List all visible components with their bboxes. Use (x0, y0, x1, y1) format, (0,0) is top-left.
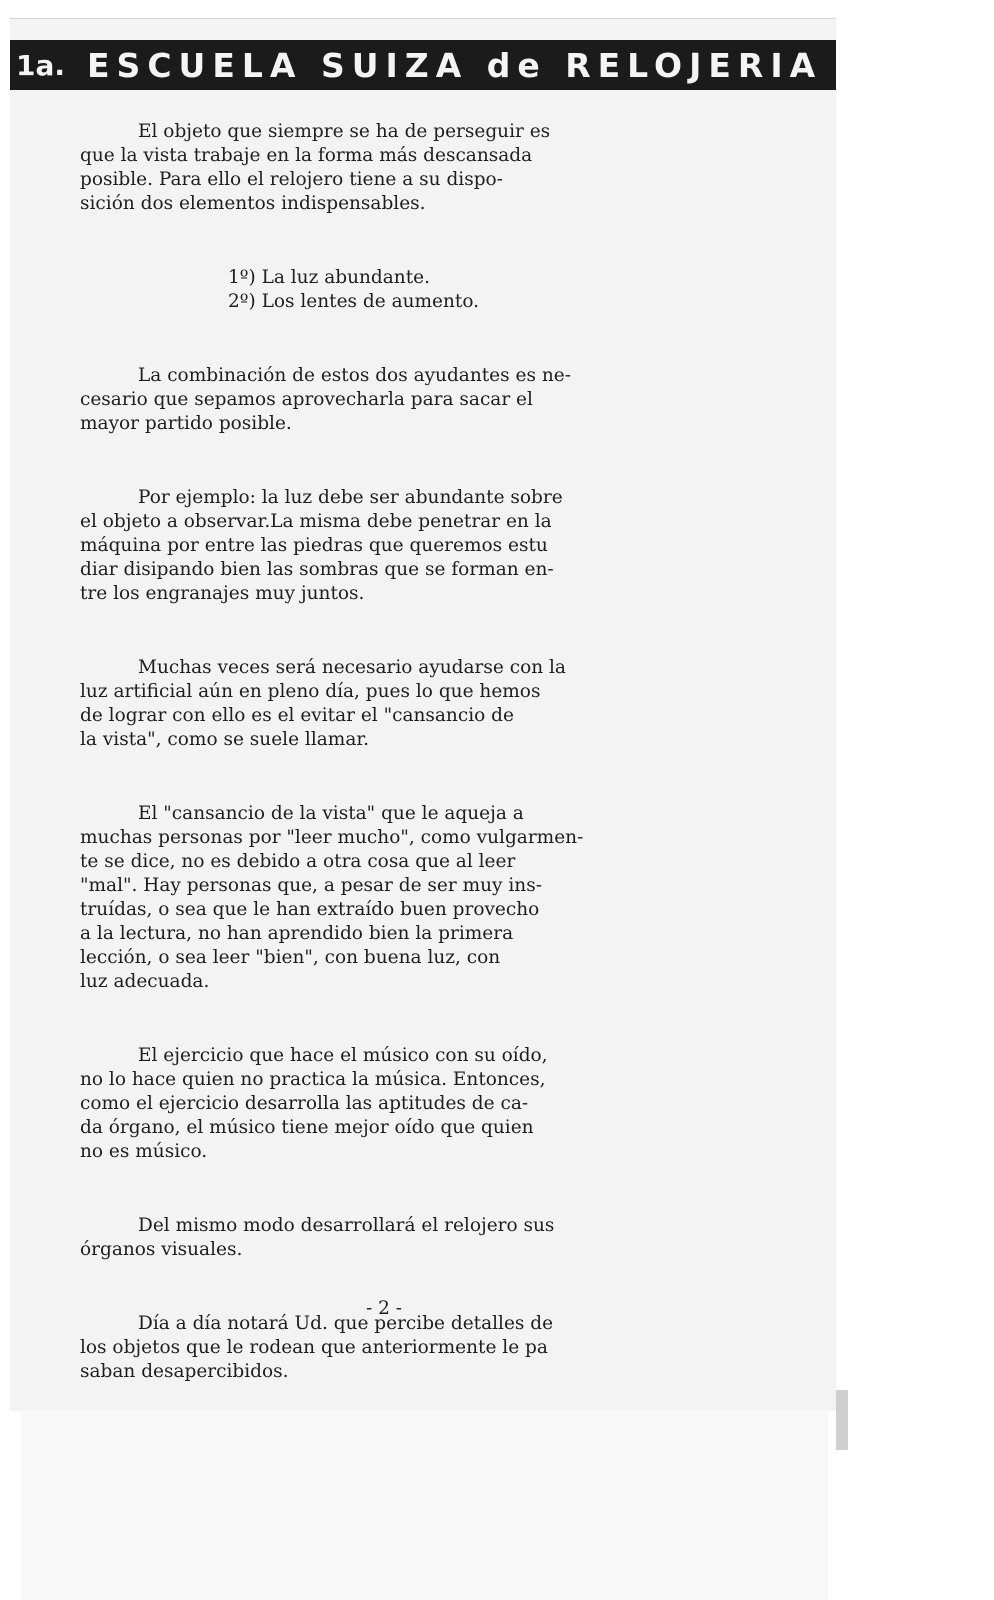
paragraph-1 (80, 120, 680, 216)
text-line: luz artificial aún en pleno día, pues lo que hemos (80, 681, 541, 702)
text-line: El objeto que siempre se ha de perseguir es (138, 121, 551, 142)
text-line: a la lectura, no han aprendido bien la primera (80, 923, 514, 944)
text-line: Del mismo modo desarrollará el relojero sus (138, 1215, 555, 1236)
chapter-number: 1a. (16, 48, 66, 82)
text-line: como el ejercicio desarrolla las aptitudes de ca- (80, 1093, 529, 1114)
paragraph-2 (80, 364, 680, 436)
text-line: luz adecuada. (80, 971, 210, 992)
document-body (80, 120, 680, 1384)
text-line: los objetos que le rodean que anteriormente le pa (80, 1337, 548, 1358)
text-line: lección, o sea leer "bien", con buena luz, con (80, 947, 501, 968)
list-item: 1º) La luz abundante. (228, 267, 430, 288)
text-line: posible. Para ello el relojero tiene a su dispo- (80, 169, 503, 190)
text-line: tre los engranajes muy juntos. (80, 583, 365, 604)
text-line: máquina por entre las piedras que queremos estu (80, 535, 548, 556)
paragraph-8 (80, 1312, 680, 1384)
scan-background (836, 0, 994, 1600)
requirements-list (80, 266, 680, 314)
text-line: da órgano, el músico tiene mejor oído que quien (80, 1117, 534, 1138)
text-line: muchas personas por "leer mucho", como vulgarmen- (80, 827, 584, 848)
text-line: Día a día notará Ud. que percibe detalles de (138, 1313, 554, 1334)
text-line: mayor partido posible. (80, 413, 292, 434)
page-header (10, 40, 836, 90)
text-line: cesario que sepamos aprovecharla para sacar el (80, 389, 533, 410)
text-line: saban desapercibidos. (80, 1361, 289, 1382)
text-line: no es músico. (80, 1141, 208, 1162)
text-line: "mal". Hay personas que, a pesar de ser muy ins- (80, 875, 542, 896)
paragraph-6 (80, 1044, 680, 1164)
text-line: El ejercicio que hace el músico con su oído, (138, 1045, 548, 1066)
paragraph-3 (80, 486, 680, 606)
text-line: que la vista trabaje en la forma más descansada (80, 145, 533, 166)
text-line: Por ejemplo: la luz debe ser abundante sobre (138, 487, 563, 508)
text-line: la vista", como se suele llamar. (80, 729, 370, 750)
page-title: ESCUELA SUIZA de RELOJERIA (87, 45, 823, 85)
text-line: no lo hace quien no practica la música. Entonces, (80, 1069, 546, 1090)
text-line: el objeto a observar.La misma debe penetrar en la (80, 511, 552, 532)
text-line: te se dice, no es debido a otra cosa que al leer (80, 851, 516, 872)
text-line: El "cansancio de la vista" que le aqueja a (138, 803, 524, 824)
lower-sheet (22, 1410, 828, 1600)
paragraph-4 (80, 656, 680, 752)
text-line: diar disipando bien las sombras que se forman en- (80, 559, 554, 580)
text-line: La combinación de estos dos ayudantes es ne- (138, 365, 571, 386)
text-line: truídas, o sea que le han extraído buen provecho (80, 899, 540, 920)
text-line: sición dos elementos indispensables. (80, 193, 426, 214)
text-line: de lograr con ello es el evitar el "cansancio de (80, 705, 514, 726)
paragraph-5 (80, 802, 680, 994)
list-item: 2º) Los lentes de aumento. (228, 291, 480, 312)
scan-artifact (836, 1390, 848, 1450)
text-line: órganos visuales. (80, 1239, 243, 1260)
page-number: - 2 - (365, 1298, 403, 1319)
paragraph-7 (80, 1214, 680, 1262)
text-line: Muchas veces será necesario ayudarse con la (138, 657, 566, 678)
